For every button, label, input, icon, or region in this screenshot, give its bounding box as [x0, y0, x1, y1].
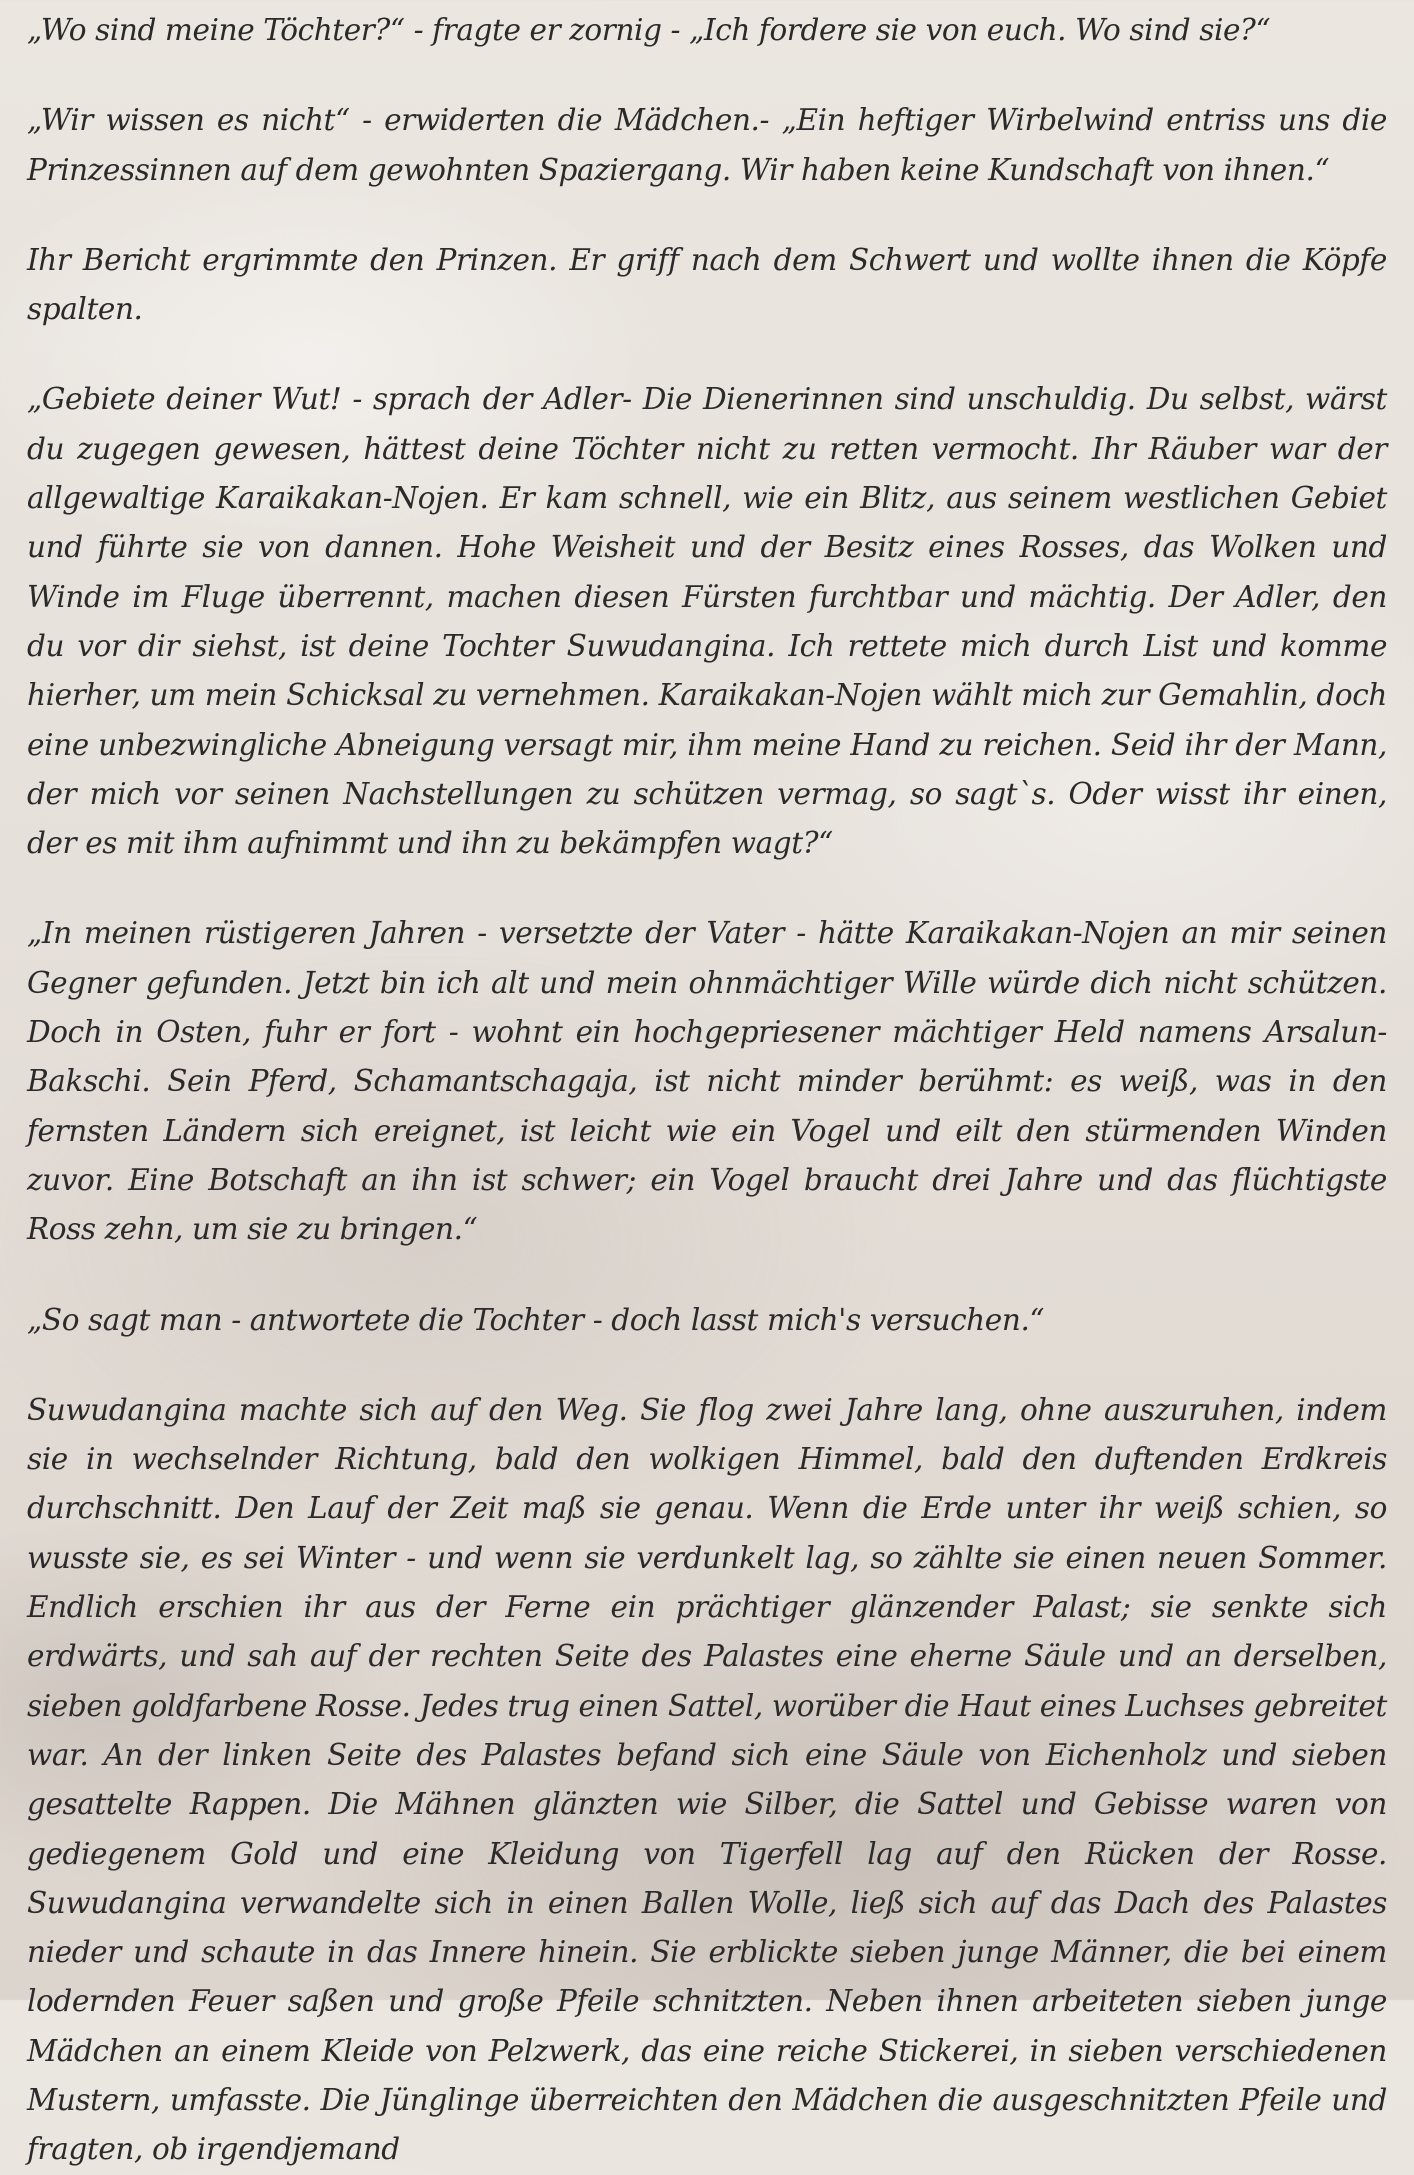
paragraph-question: „Wo sind meine Töchter?“ - fragte er zornig - „Ich fordere sie von euch. Wo sind sie?“	[27, 13, 1271, 47]
paragraph-eagle-speech: „Gebiete deiner Wut! - sprach der Adler- Die Dienerinnen sind unschuldig. Du selbst, wärst du zugegen gewesen, hättest deine Töchter nicht zu retten vermocht. Ihr Räuber war der allgewaltige Karaikakan-Nojen. Er kam schnell, wie ein Blitz, aus seinem westlichen Gebiet und führte sie von dannen. Hohe Weisheit und der Besitz eines Rosses, das Wolken und Winde im Fluge überrennt, machen diesen Fürsten furchtbar und mächtig. Der Adler, den du vor dir siehst, ist deine Tochter Suwudangina. Ich rettete mich durch List und komme hierher, um mein Schicksal zu vernehmen. Karaikakan-Nojen wählt mich zur Gemahlin, doch eine unbezwingliche Abneigung versagt mir, ihm meine Hand zu reichen. Seid ihr der Mann, der mich vor seinen Nachstellungen zu schützen vermag, so sagt`s. Oder wisst ihr einen, der es mit ihm aufnimmt und ihn zu bekämpfen wagt?“	[27, 382, 1387, 861]
paragraph-journey: Suwudangina machte sich auf den Weg. Sie flog zwei Jahre lang, ohne auszuruhen, indem sie in wechselnder Richtung, bald den wolkigen Himmel, bald den duftenden Erdkreis durchschnitt. Den Lauf der Zeit maß sie genau. Wenn die Erde unter ihr weiß schien, so wusste sie, es sei Winter - und wenn sie verdunkelt lag, so zählte sie einen neuen Sommer. Endlich erschien ihr aus der Ferne ein prächtiger glänzender Palast; sie senkte sich erdwärts, und sah auf der rechten Seite des Palastes eine eherne Säule und an derselben, sieben goldfarbene Rosse. Jedes trug einen Sattel, worüber die Haut eines Luchses gebreitet war. An der linken Seite des Palastes befand sich eine Säule von Eichenholz und sieben gesattelte Rappen. Die Mähnen glänzten wie Silber, die Sattel und Gebisse waren von gediegenem Gold und eine Kleidung von Tigerfell lag auf den Rücken der Rosse. Suwudangina verwandelte sich in einen Ballen Wolle, ließ sich auf das Dach des Palastes nieder und schaute in das Innere hinein. Sie erblickte sieben junge Männer, die bei einem lodernden Feuer saßen und große Pfeile schnitzten. Neben ihnen arbeiteten sieben junge Mädchen an einem Kleide von Pelzwerk, das eine reiche Stickerei, in sieben verschiedenen Mustern, umfasste. Die Jünglinge überreichten den Mädchen die ausgeschnitzten Pfeile und fragten, ob irgendjemand	[27, 1392, 1387, 2167]
paragraph-prince-anger: Ihr Bericht ergrimmte den Prinzen. Er griff nach dem Schwert und wollte ihnen die Köpfe spalten.	[27, 242, 1387, 327]
paragraph-maidens-answer: „Wir wissen es nicht“ - erwiderten die Mädchen.- „Ein heftiger Wirbelwind entriss uns die Prinzessinnen auf dem gewohnten Spaziergang. Wir haben keine Kundschaft von ihnen.“	[27, 103, 1387, 187]
paragraph-father-reply: „In meinen rüstigeren Jahren - versetzte der Vater - hätte Karaikakan-Nojen an mir seinen Gegner gefunden. Jetzt bin ich alt und mein ohnmächtiger Wille würde dich nicht schützen. Doch in Osten, fuhr er fort - wohnt ein hochgepriesener mächtiger Held namens Arsalun-Bakschi. Sein Pferd, Schamantschagaja, ist nicht minder berühmt: es weiß, was in den fernsten Ländern sich ereignet, ist leicht wie ein Vogel und eilt den stürmenden Winden zuvor. Eine Botschaft an ihn ist schwer; ein Vogel braucht drei Jahre und das flüchtigste Ross zehn, um sie zu bringen.“	[27, 916, 1387, 1247]
paragraph-daughter-reply: „So sagt man - antwortete die Tochter - doch lasst mich's versuchen.“	[27, 1302, 1045, 1337]
document-page	[27, 6, 1387, 2175]
